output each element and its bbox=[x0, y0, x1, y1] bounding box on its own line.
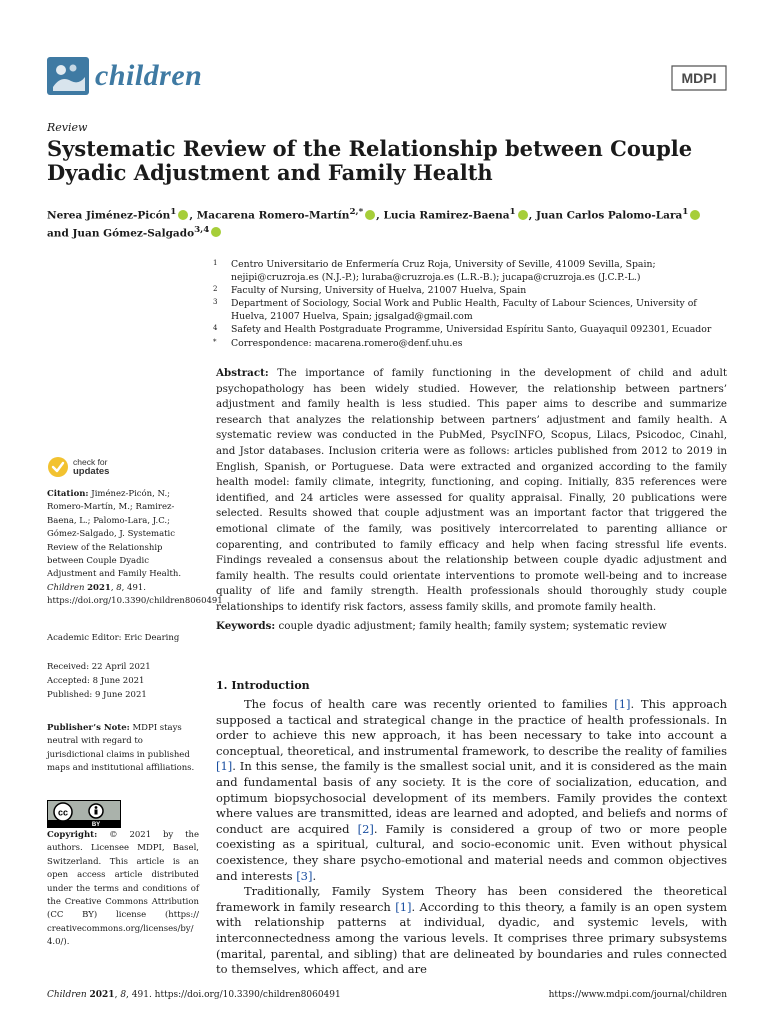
keywords-text: couple dyadic adjustment; family health; family system; systematic review bbox=[278, 620, 667, 632]
author-name[interactable]: Juan Gómez-Salgado bbox=[72, 227, 195, 239]
footer-volume: 8 bbox=[120, 990, 127, 1000]
orcid-icon[interactable] bbox=[211, 227, 221, 237]
text-segment: The focus of health care was recently oriented to families bbox=[244, 697, 615, 711]
keywords-label: Keywords: bbox=[216, 620, 276, 632]
text-segment: . Family is considered a group of two or more people coexisting as a spiritual, cultural, and socio-economic unit. Even without physical coexistence, they share psycho-emotional and material needs and common objectives and interests bbox=[216, 821, 727, 883]
affiliation-text: Department of Sociology, Social Work and Public Health, Faculty of Labour Sciences, University of Huelva, 21007 Huelva, Spain; jgsalgad@gmail.com bbox=[231, 298, 697, 322]
affiliation-number: * bbox=[213, 338, 217, 346]
copyright-text: © 2021 by the authors. Licensee MDPI, Basel, Switzerland. This article is an open access article distributed under the terms and conditions of the Creative Commons Attribution (CC BY) license (https:// creativecommons.org/licenses/by/ 4.0/). bbox=[47, 830, 199, 948]
cc-license-icon bbox=[48, 801, 120, 827]
mdpi-logo-text: MDPI bbox=[681, 70, 717, 86]
mdpi-logo-icon bbox=[668, 64, 730, 92]
author-affiliation-sup: 1 bbox=[682, 207, 689, 217]
citation-link[interactable]: [1] bbox=[395, 899, 412, 914]
cc-label: BY bbox=[91, 822, 101, 827]
paragraph bbox=[216, 697, 727, 884]
affiliation-number: 2 bbox=[213, 285, 218, 293]
orcid-icon[interactable] bbox=[690, 210, 700, 220]
author-name[interactable]: Macarena Romero-Martín bbox=[196, 209, 350, 222]
citation-block: Citation: Jiménez-Picón, N.; Romero-Martín, M.; Ramirez-Baena, L.; Palomo-Lara, J.C.; Gómez-Salgado, J. Systematic Review of the Relationship between Couple Dyadic Adjustment and Family Health. Children 2021, 8, 491. https://doi.org/10.3390/children8060491 bbox=[47, 489, 223, 607]
publisher-note-label: Publisher’s Note: bbox=[47, 723, 130, 733]
accepted-date: Accepted: 8 June 2021 bbox=[47, 676, 145, 686]
citation-journal: Children bbox=[47, 582, 85, 593]
author-affiliation-sup: 2,* bbox=[349, 207, 364, 217]
affiliation-number: 3 bbox=[213, 298, 218, 306]
check-updates-line1: check for bbox=[73, 457, 108, 467]
keywords bbox=[216, 619, 727, 634]
orcid-icon[interactable] bbox=[518, 210, 528, 220]
abstract-label: Abstract: bbox=[216, 367, 269, 379]
citation-text: Jiménez-Picón, N.; Romero-Martín, M.; Ramirez-Baena, L.; Palomo-Lara, J.C.; Gómez-Salgado, J. Systematic Review of the Relationship between Couple Dyadic Adjustment and Family Health. bbox=[47, 489, 182, 580]
footer-journal: Children bbox=[47, 990, 87, 1000]
affiliation-text: Centro Universitario de Enfermería Cruz Roja, University of Seville, 41009 Sevilla, Spain; nejipi@cruzroja.es (N.J.-P.); luraba@cruzroja.es (L.R.-B.); jucapa@cruzroja.es (J.C.P.-L.) bbox=[231, 259, 656, 283]
text-segment: . In this sense, the family is the smallest social unit, and it is considered as the main and fundamental basis of any society. It is the core of socialization, education, and optimum biopsychosocial development of its members. Family provides the context where values are transmitted, ideas are learned and adopted, and beliefs and norms of conduct are acquired bbox=[216, 759, 727, 836]
text-segment: . This approach supposed a tactical and strategical change in the practice of health professionals. In order to achieve this new approach, it has been necessary to take into account a conceptual, theoretical, and instrumental framework, to describe the reality of families bbox=[216, 697, 727, 758]
orcid-icon[interactable] bbox=[365, 210, 375, 220]
page-footer bbox=[47, 990, 727, 1000]
copyright-block bbox=[47, 829, 199, 950]
footer-year: 2021 bbox=[89, 990, 115, 1000]
citation-doi[interactable]: , 491. https://doi.org/10.3390/children8060491 bbox=[47, 582, 223, 607]
citation-year: 2021 bbox=[87, 582, 111, 593]
author-list: Nerea Jiménez-Picón$^1$ , Macarena Romero-Martín$^{2,*}$ , Lucia Ramirez-Baena$^1$ , Juan Carlos Palomo-Lara$^1$ and Juan Gómez-Salgado$^{3,4}$ bbox=[47, 205, 727, 240]
text-segment: . According to this theory, a family is an open system with relationship patterns at individual, dyadic, and systemic levels, with interconnectedness among the various levels. It comprises three primary subsystems (marital, parental, and sibling) that are delineated by boundaries and rules connected to themselves, which affect, and are bbox=[216, 899, 727, 977]
text-segment: . bbox=[312, 868, 317, 883]
paragraph bbox=[216, 884, 727, 978]
footer-journal-url[interactable]: https://www.mdpi.com/journal/children bbox=[548, 990, 727, 1000]
author-name[interactable]: Lucia Ramirez-Baena bbox=[383, 209, 510, 222]
section-heading-introduction: 1. Introduction bbox=[216, 679, 310, 692]
introduction-body bbox=[216, 697, 727, 978]
affiliation-text: Faculty of Nursing, University of Huelva, 21007 Huelva, Spain bbox=[231, 285, 527, 296]
affiliation-text: Safety and Health Postgraduate Programme, Universidad Espíritu Santo, Guayaquil 092301, Ecuador bbox=[231, 324, 712, 335]
received-date: Received: 22 April 2021 bbox=[47, 662, 151, 672]
mdpi-logo[interactable] bbox=[668, 64, 730, 96]
article-type: Review bbox=[47, 121, 88, 134]
check-updates-badge[interactable] bbox=[47, 456, 109, 478]
footer-doi[interactable]: , 491. https://doi.org/10.3390/children8060491 bbox=[126, 990, 341, 1000]
affiliation-number: 4 bbox=[213, 324, 218, 332]
copyright-label: Copyright: bbox=[47, 830, 98, 840]
affiliation-text: Correspondence: macarena.romero@denf.uhu.es bbox=[231, 338, 463, 349]
citation-link[interactable]: [2] bbox=[357, 821, 374, 836]
citation-label: Citation: bbox=[47, 489, 89, 499]
author-affiliation-sup: 3,4 bbox=[194, 224, 210, 235]
citation-link[interactable]: [3] bbox=[296, 868, 313, 883]
author-name[interactable]: Nerea Jiménez-Picón bbox=[47, 209, 171, 222]
affiliation-number: 1 bbox=[213, 259, 218, 267]
children-journal-icon bbox=[47, 57, 89, 95]
abstract-text: The importance of family functioning in the development of child and adult psychopathology has been widely studied. However, the relationship between partners’ adjustment and family health is less studied. This paper aims to describe and summarize research that analyzes the relationship between partners’ adjustment and family health. A systematic review was conducted in the PubMed, PsycINFO, Scopus, Lilacs, Psicodoc, Cinahl, and Jstor databases. Inclusion criteria were as follows: articles published from 2012 to 2019 in English, Spanish, or Portuguese. Data were extracted and organized according to the family health model: family climate, integrity, functioning, and coping. Initially, 835 references were identified, and 24 articles were assessed for quality appraisal. Finally, 20 publications were selected. Results showed that couple adjustment was an important factor that triggered the emotional climate of the family, was positively intercorrelated to parenting alliance or coparenting, and contributed to family efficacy and help when facing stressful life events. Findings revealed a consensus about the relationship between couple dyadic adjustment and family health. The results could orientate interventions to promote well-being and to increase quality of life and family strength. Health professionals should thoroughly study couple relationships to identify risk factors, assess family skills, and promote family health. bbox=[216, 367, 727, 613]
journal-logo[interactable] bbox=[47, 57, 202, 95]
footer-citation: Children 2021, 8, 491. https://doi.org/10.3390/children8060491 bbox=[47, 990, 341, 1000]
article-title: Systematic Review of the Relationship between Couple Dyadic Adjustment and Family Health bbox=[47, 136, 693, 185]
published-date: Published: 9 June 2021 bbox=[47, 690, 147, 700]
citation-link[interactable]: [1] bbox=[614, 697, 631, 711]
abstract bbox=[216, 366, 727, 616]
journal-name: children bbox=[95, 59, 203, 92]
check-updates-line2: updates bbox=[73, 466, 110, 477]
svg-text:cc: cc bbox=[57, 807, 69, 818]
check-updates-text bbox=[73, 457, 109, 477]
author-connector: and bbox=[47, 227, 69, 239]
publisher-note-text: MDPI stays neutral with regard to jurisdictional claims in published maps and institutional affiliations. bbox=[47, 723, 195, 774]
text-segment: Traditionally, Family System Theory has been considered the theoretical framework in family research bbox=[216, 884, 727, 914]
orcid-icon[interactable] bbox=[178, 210, 188, 220]
citation-volume: 8 bbox=[116, 582, 122, 593]
author-affiliation-sup: 1 bbox=[509, 207, 516, 217]
author-name[interactable]: Juan Carlos Palomo-Lara bbox=[535, 209, 683, 222]
author-affiliation-sup: 1 bbox=[170, 207, 177, 217]
cc-by-license-badge[interactable] bbox=[47, 800, 121, 828]
check-updates-icon bbox=[47, 456, 69, 478]
citation-link[interactable]: [1] bbox=[216, 759, 233, 774]
publisher-note bbox=[47, 722, 199, 776]
academic-editor: Academic Editor: Eric Dearing bbox=[47, 633, 180, 643]
